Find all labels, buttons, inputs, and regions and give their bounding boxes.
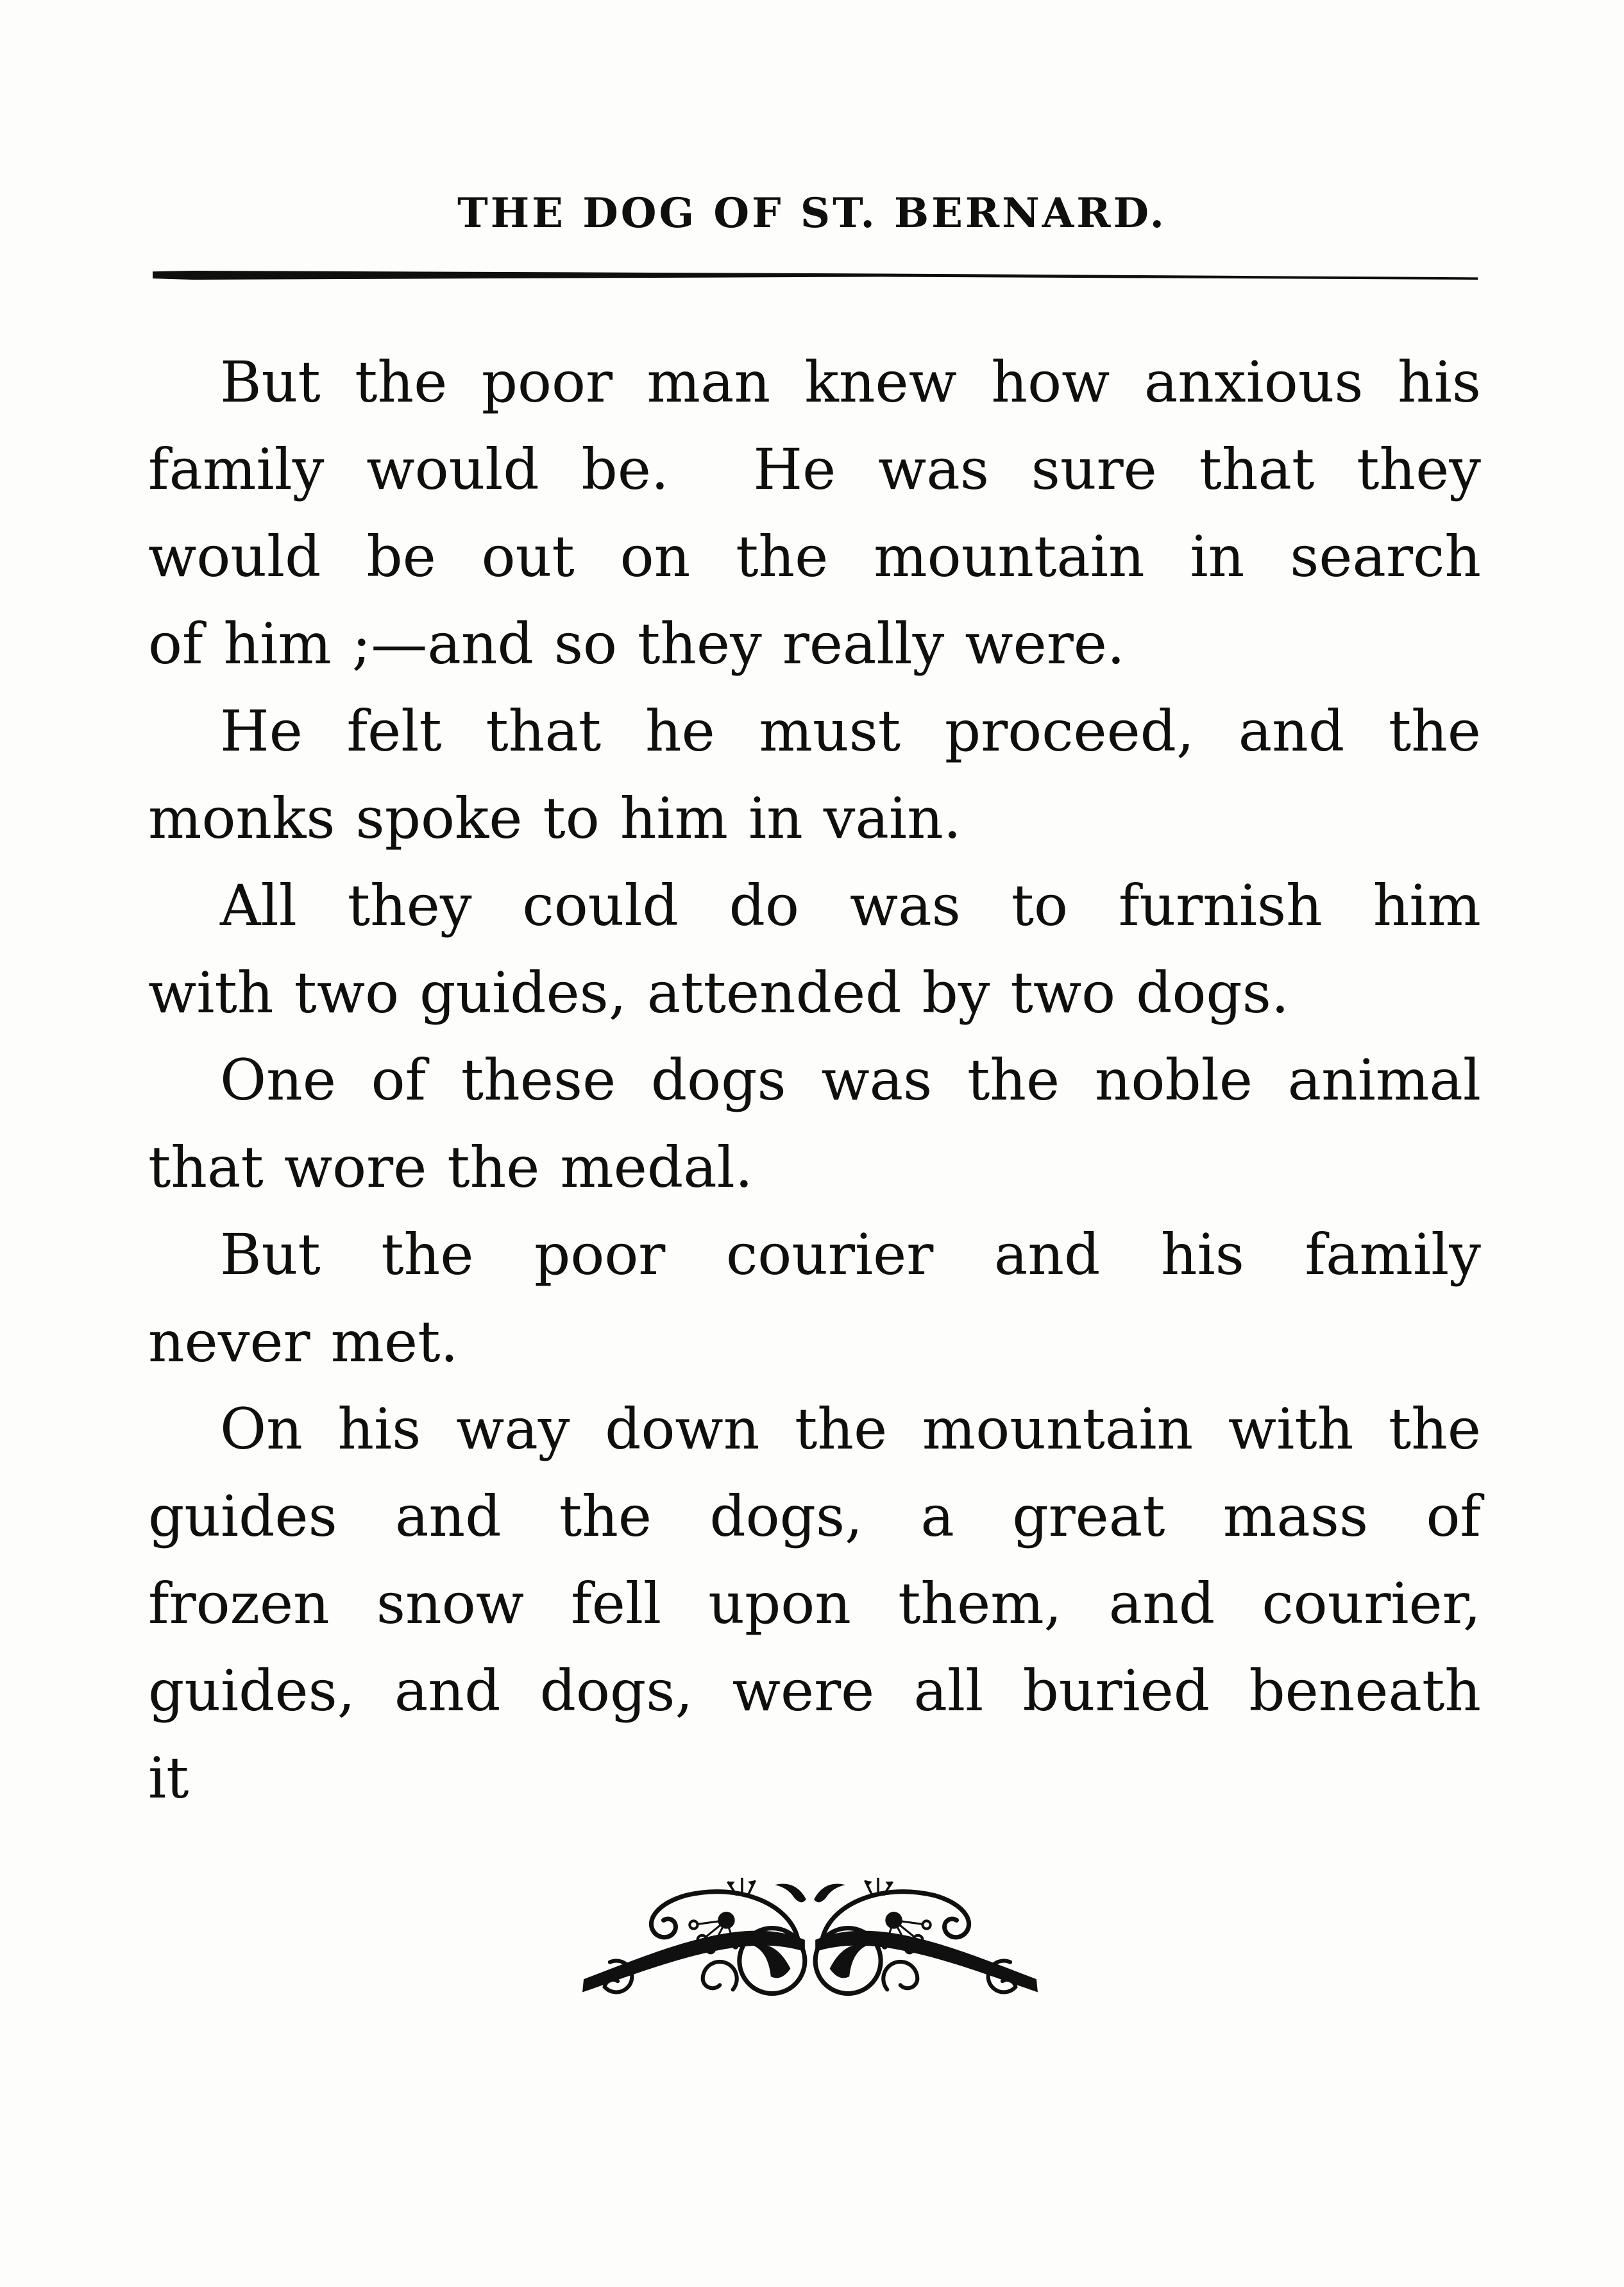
text-line: But the poor courier and his family bbox=[220, 1221, 1481, 1288]
text-line: that wore the medal. bbox=[148, 1134, 753, 1200]
text-line: On his way down the mountain with the bbox=[220, 1396, 1481, 1462]
text-line: All they could do was to furnish him bbox=[220, 872, 1481, 939]
running-header bbox=[145, 191, 1479, 236]
floral-tailpiece-ornament bbox=[573, 1877, 1047, 2008]
text-line: would be out on the mountain in search bbox=[148, 523, 1481, 590]
text-line: of him ;—and so they really were. bbox=[148, 611, 1125, 677]
header-rule-divider bbox=[153, 271, 1478, 282]
text-line: with two guides, attended by two dogs. bbox=[148, 960, 1289, 1026]
text-line: One of these dogs was the noble animal bbox=[220, 1047, 1481, 1113]
text-line: never met. bbox=[148, 1309, 459, 1375]
text-line: guides and the dogs, a great mass of bbox=[148, 1483, 1481, 1549]
text-line: He felt that he must proceed, and the bbox=[220, 698, 1481, 764]
text-line: family would be. He was sure that they bbox=[148, 436, 1481, 502]
text-line: frozen snow fell upon them, and courier, bbox=[148, 1570, 1481, 1637]
text-line: But the poor man knew how anxious his bbox=[220, 349, 1481, 415]
text-line: monks spoke to him in vain. bbox=[148, 785, 961, 851]
text-line: it bbox=[148, 1745, 189, 1811]
page-title: THE DOG OF ST. BERNARD. bbox=[457, 189, 1167, 237]
text-line: guides, and dogs, were all buried beneath bbox=[148, 1658, 1481, 1724]
body-text bbox=[148, 339, 1481, 1822]
